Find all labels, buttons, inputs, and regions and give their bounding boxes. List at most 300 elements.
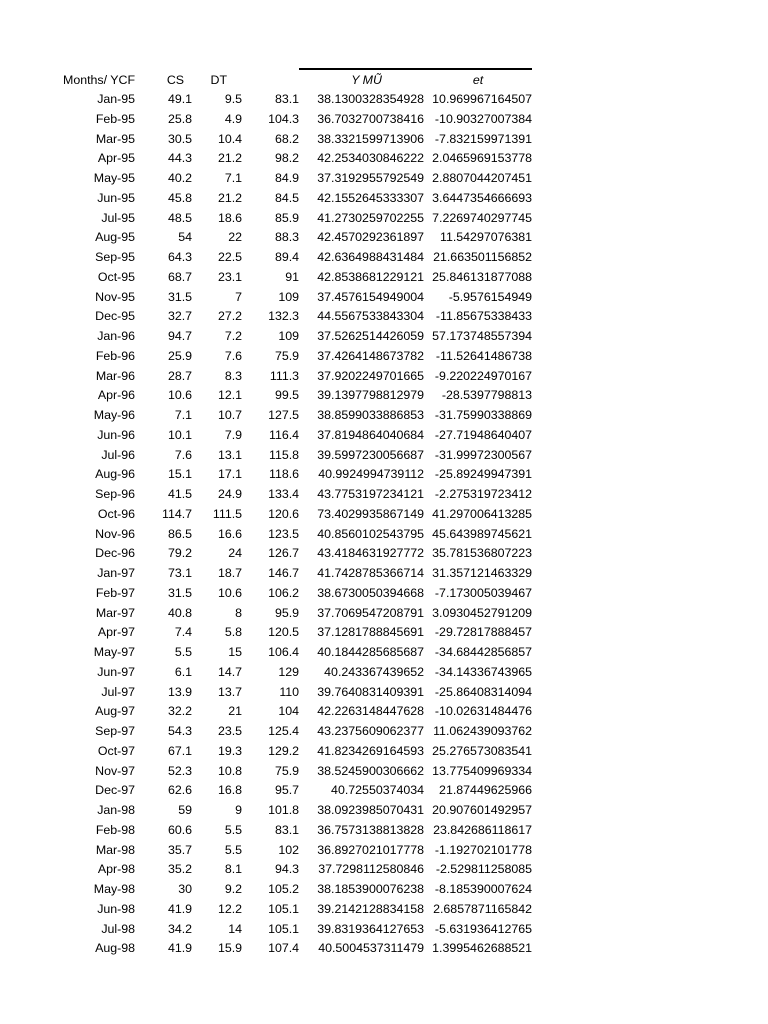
cell-y-hat: 37.1281788845691: [317, 625, 425, 640]
cell-et: -7.173005039467: [434, 585, 533, 600]
cell-et: 2.0465969153778: [432, 151, 533, 166]
cell-month: May-95: [93, 171, 136, 185]
table-row: [52, 209, 532, 229]
cell-y-hat: 40.1844285685687: [317, 645, 425, 659]
cell-month: Mar-97: [95, 605, 136, 620]
cell-cs: 34.2: [167, 921, 193, 936]
cell-y-hat: 42.8538681229121: [317, 269, 425, 284]
cell-dt: 7.1: [224, 171, 243, 185]
cell-dt: 13.7: [217, 684, 243, 699]
table-row: [52, 426, 532, 446]
cell-cs: 5.5: [174, 645, 193, 659]
cell-month: Mar-95: [95, 131, 136, 146]
cell-dt: 7.9: [224, 427, 243, 442]
cell-ycf: 106.2: [268, 585, 300, 600]
cell-month: Jan-98: [97, 803, 136, 817]
cell-month: Nov-95: [95, 289, 136, 304]
cell-et: -25.86408314094: [434, 684, 533, 699]
table-row: [52, 525, 532, 545]
cell-month: Jul-96: [101, 447, 136, 462]
cell-dt: 15.9: [217, 941, 243, 956]
cell-dt: 16.8: [217, 783, 243, 798]
table-row: [52, 643, 532, 663]
cell-ycf: 68.2: [274, 131, 300, 146]
cell-y-hat: 41.2730259702255: [317, 210, 425, 225]
cell-cs: 73.1: [167, 566, 193, 580]
table-row: [52, 268, 532, 288]
cell-y-hat: 36.7032700738416: [317, 111, 425, 126]
cell-month: Sep-96: [95, 487, 136, 501]
cell-cs: 54.3: [167, 724, 193, 738]
table-row: [52, 189, 532, 209]
cell-et: -7.832159971391: [434, 131, 533, 146]
cell-dt: 8.3: [224, 368, 243, 383]
table-row: [52, 307, 532, 327]
cell-y-hat: 40.243367439652: [324, 664, 425, 679]
cell-cs: 30: [178, 882, 193, 896]
cell-ycf: 75.9: [274, 348, 300, 363]
cell-ycf: 99.5: [274, 388, 300, 403]
cell-ycf: 83.1: [274, 92, 300, 106]
data-table: [52, 68, 532, 959]
cell-et: 3.0930452791209: [432, 605, 533, 620]
table-row: [52, 465, 532, 485]
cell-cs: 25.8: [167, 111, 193, 126]
cell-et: 2.6857871165842: [433, 901, 533, 916]
cell-y-hat: 38.8599033886853: [317, 408, 425, 422]
cell-cs: 86.5: [167, 526, 193, 541]
cell-dt: 4.9: [224, 111, 243, 126]
cell-dt: 21.2: [217, 190, 243, 205]
table-row: [52, 742, 532, 762]
table-row: [52, 505, 532, 525]
header-blank: [242, 69, 299, 90]
cell-et: -10.02631484476: [434, 704, 533, 719]
cell-ycf: 126.7: [268, 546, 300, 561]
cell-dt: 18.7: [217, 566, 243, 580]
cell-ycf: 94.3: [274, 862, 300, 877]
cell-y-hat: 39.1397798812979: [317, 388, 425, 403]
cell-dt: 22: [228, 230, 243, 245]
cell-cs: 44.3: [167, 151, 193, 166]
cell-et: 1.3995462688521: [432, 941, 533, 956]
cell-month: Aug-98: [95, 941, 136, 956]
cell-dt: 10.4: [217, 131, 243, 146]
cell-month: Dec-97: [95, 783, 136, 798]
cell-month: Oct-96: [97, 506, 136, 521]
cell-et: 57.173748557394: [432, 329, 533, 343]
cell-dt: 19.3: [217, 743, 243, 758]
cell-ycf: 118.6: [268, 467, 300, 482]
table-row: [52, 386, 532, 406]
header-cs: CS: [166, 72, 185, 87]
cell-ycf: 133.4: [268, 487, 300, 501]
table-row: [52, 149, 532, 169]
cell-y-hat: 37.8194864040684: [317, 427, 425, 442]
cell-dt: 13.1: [217, 447, 243, 462]
cell-month: Oct-97: [97, 743, 136, 758]
cell-dt: 12.1: [217, 388, 243, 403]
table-row: [52, 663, 532, 683]
cell-ycf: 146.7: [268, 566, 300, 580]
cell-month: Jan-95: [97, 92, 136, 106]
cell-et: -11.85675338433: [435, 309, 533, 324]
cell-y-hat: 43.4184631927772: [317, 546, 425, 561]
cell-dt: 7.2: [224, 329, 243, 343]
cell-month: Apr-97: [97, 625, 136, 640]
cell-et: 25.846131877088: [432, 269, 533, 284]
cell-y-hat: 42.2534030846222: [317, 151, 425, 166]
cell-cs: 35.7: [167, 842, 193, 857]
cell-dt: 9.5: [224, 92, 243, 106]
cell-month: Jun-95: [97, 190, 136, 205]
cell-dt: 14: [228, 921, 243, 936]
cell-y-hat: 38.1853900076238: [317, 882, 425, 896]
cell-et: 21.87449625966: [439, 783, 533, 798]
cell-et: 11.062439093762: [433, 724, 533, 738]
cell-ycf: 98.2: [274, 151, 300, 166]
cell-dt: 5.8: [224, 625, 243, 640]
header-row: [52, 69, 532, 90]
cell-ycf: 106.4: [268, 645, 300, 659]
cell-et: 2.8807044207451: [432, 171, 533, 185]
cell-dt: 27.2: [217, 309, 243, 324]
cell-et: 20.907601492957: [432, 803, 533, 817]
cell-dt: 111.5: [212, 506, 243, 521]
cell-ycf: 127.5: [268, 408, 300, 422]
cell-dt: 7: [235, 289, 243, 304]
cell-et: 3.6447354666693: [432, 190, 533, 205]
table-row: [52, 860, 532, 880]
cell-cs: 79.2: [167, 546, 193, 561]
header-y-hat: Y MŨ: [299, 69, 424, 90]
cell-ycf: 111.3: [269, 368, 300, 383]
table-row: [52, 880, 532, 900]
cell-y-hat: 38.5245900306662: [317, 763, 425, 778]
header-dt: DT: [210, 72, 228, 87]
cell-ycf: 125.4: [268, 724, 300, 738]
cell-ycf: 85.9: [274, 210, 300, 225]
cell-y-hat: 37.9202249701665: [317, 368, 425, 383]
cell-cs: 67.1: [167, 743, 193, 758]
cell-et: -28.5397798813: [441, 388, 533, 403]
cell-dt: 22.5: [217, 250, 243, 264]
cell-cs: 7.6: [174, 447, 193, 462]
cell-dt: 8.1: [224, 862, 243, 877]
cell-dt: 5.5: [224, 822, 243, 837]
cell-ycf: 104: [278, 704, 300, 719]
cell-et: -5.9576154949: [448, 289, 533, 304]
cell-ycf: 123.5: [268, 526, 300, 541]
cell-et: -34.68442856857: [434, 645, 533, 659]
cell-y-hat: 40.5004537311479: [318, 941, 425, 956]
cell-et: -9.220224970167: [434, 368, 533, 383]
cell-cs: 32.2: [167, 704, 193, 719]
cell-et: 11.54297076381: [439, 230, 533, 245]
cell-et: 41.297006413285: [432, 506, 533, 521]
cell-y-hat: 37.4576154949004: [317, 289, 425, 304]
table-row: [52, 485, 532, 505]
cell-ycf: 105.1: [268, 921, 300, 936]
header-months: Months/ YCF: [63, 72, 136, 87]
cell-y-hat: 42.2263148447628: [317, 704, 425, 719]
cell-y-hat: 36.8927021017778: [317, 842, 425, 857]
table-row: [52, 841, 532, 861]
table-row: [52, 762, 532, 782]
table-row: [52, 801, 532, 821]
cell-dt: 16.6: [217, 526, 243, 541]
cell-cs: 30.5: [167, 131, 193, 146]
cell-month: Jan-97: [97, 566, 136, 580]
cell-cs: 6.1: [174, 664, 193, 679]
cell-et: -10.90327007384: [434, 111, 533, 126]
cell-dt: 10.8: [217, 763, 243, 778]
cell-ycf: 129.2: [268, 743, 300, 758]
cell-dt: 10.6: [217, 585, 243, 600]
table-row: [52, 821, 532, 841]
cell-month: May-97: [93, 645, 136, 659]
cell-y-hat: 37.4264148673782: [317, 348, 425, 363]
cell-et: -27.71948640407: [434, 427, 533, 442]
table-row: [52, 623, 532, 643]
cell-month: Jan-96: [97, 329, 136, 343]
cell-y-hat: 39.5997230056687: [317, 447, 425, 462]
cell-month: Feb-98: [95, 822, 136, 837]
cell-y-hat: 38.0923985070431: [317, 803, 425, 817]
cell-ycf: 132.3: [268, 309, 300, 324]
cell-et: 10.969967164507: [432, 92, 533, 106]
table-row: [52, 722, 532, 742]
table-row: [52, 228, 532, 248]
cell-dt: 23.5: [217, 724, 243, 738]
cell-et: 21.663501156852: [433, 250, 533, 264]
cell-month: Jul-98: [101, 921, 136, 936]
cell-dt: 10.7: [217, 408, 243, 422]
cell-ycf: 101.8: [268, 803, 300, 817]
cell-et: 45.643989745621: [432, 526, 533, 541]
cell-y-hat: 37.7298112580846: [318, 862, 425, 877]
cell-dt: 9: [235, 803, 243, 817]
cell-dt: 14.7: [217, 664, 243, 679]
cell-ycf: 84.9: [274, 171, 300, 185]
cell-et: -31.99972300567: [434, 447, 533, 462]
cell-y-hat: 40.72550374034: [331, 783, 425, 798]
cell-cs: 40.8: [167, 605, 193, 620]
table-row: [52, 702, 532, 722]
cell-dt: 15: [228, 645, 243, 659]
table-row: [52, 683, 532, 703]
cell-cs: 7.1: [174, 408, 193, 422]
cell-dt: 17.1: [217, 467, 243, 482]
header-et: et: [424, 69, 532, 90]
cell-cs: 31.5: [167, 289, 193, 304]
cell-cs: 114.7: [161, 506, 193, 521]
cell-cs: 31.5: [167, 585, 193, 600]
table-row: [52, 584, 532, 604]
cell-month: Dec-95: [95, 309, 136, 324]
table-row: [52, 288, 532, 308]
cell-dt: 12.2: [217, 901, 243, 916]
cell-y-hat: 38.1300328354928: [317, 92, 425, 106]
cell-month: Feb-97: [95, 585, 136, 600]
cell-ycf: 102: [278, 842, 300, 857]
table-row: [52, 110, 532, 130]
cell-et: 7.2269740297745: [432, 210, 533, 225]
cell-y-hat: 41.7428785366714: [317, 566, 425, 580]
cell-et: -8.185390007624: [434, 882, 533, 896]
cell-y-hat: 43.2375609062377: [317, 724, 425, 738]
cell-y-hat: 39.7640831409391: [317, 684, 425, 699]
cell-y-hat: 42.6364988431484: [317, 250, 425, 264]
table-row: [52, 920, 532, 940]
cell-y-hat: 39.2142128834158: [317, 901, 425, 916]
cell-ycf: 75.9: [274, 763, 300, 778]
cell-ycf: 129: [278, 664, 300, 679]
cell-et: 25.276573083541: [432, 743, 533, 758]
cell-y-hat: 40.9924994739112: [318, 467, 425, 482]
table-row: [52, 939, 532, 959]
table-row: [52, 367, 532, 387]
cell-month: Aug-97: [95, 704, 136, 719]
table-row: [52, 248, 532, 268]
cell-et: -34.14336743965: [434, 664, 533, 679]
cell-month: Feb-96: [95, 348, 136, 363]
cell-y-hat: 40.8560102543795: [317, 526, 425, 541]
cell-cs: 40.2: [167, 171, 193, 185]
cell-cs: 15.1: [167, 467, 193, 482]
cell-dt: 23.1: [217, 269, 243, 284]
cell-month: Apr-95: [97, 151, 136, 166]
cell-y-hat: 37.5262514426059: [317, 329, 425, 343]
cell-y-hat: 44.5567533843304: [317, 309, 425, 324]
cell-y-hat: 42.1552645333307: [317, 190, 425, 205]
cell-y-hat: 37.7069547208791: [317, 605, 425, 620]
cell-month: Dec-96: [95, 546, 136, 561]
cell-y-hat: 73.4029935867149: [317, 506, 425, 521]
cell-et: 31.357121463329: [432, 566, 533, 580]
cell-ycf: 120.6: [268, 506, 300, 521]
cell-dt: 21.2: [217, 151, 243, 166]
cell-month: Apr-96: [97, 388, 136, 403]
cell-month: Nov-96: [95, 526, 136, 541]
cell-cs: 10.6: [167, 388, 193, 403]
cell-y-hat: 41.8234269164593: [317, 743, 425, 758]
cell-ycf: 95.9: [274, 605, 300, 620]
cell-et: 35.781536807223: [432, 546, 533, 561]
table-row: [52, 90, 532, 110]
cell-month: Jun-97: [97, 664, 136, 679]
cell-ycf: 116.4: [268, 427, 300, 442]
cell-ycf: 104.3: [268, 111, 300, 126]
cell-cs: 35.2: [167, 862, 193, 877]
cell-month: Nov-97: [95, 763, 136, 778]
cell-cs: 25.9: [167, 348, 193, 363]
cell-month: Jun-96: [97, 427, 136, 442]
table-row: [52, 781, 532, 801]
cell-month: Jul-97: [101, 684, 136, 699]
table-row: [52, 347, 532, 367]
cell-cs: 48.5: [167, 210, 193, 225]
cell-cs: 52.3: [167, 763, 193, 778]
cell-cs: 60.6: [167, 822, 193, 837]
cell-month: May-96: [93, 408, 136, 422]
cell-dt: 24.9: [217, 487, 243, 501]
cell-y-hat: 36.7573138813828: [317, 822, 425, 837]
cell-month: Feb-95: [95, 111, 136, 126]
cell-dt: 21: [228, 704, 243, 719]
cell-cs: 28.7: [167, 368, 193, 383]
cell-et: -25.89249947391: [434, 467, 533, 482]
cell-ycf: 105.2: [268, 882, 300, 896]
cell-month: Aug-95: [95, 230, 136, 245]
cell-month: Aug-96: [95, 467, 136, 482]
cell-ycf: 95.7: [274, 783, 300, 798]
cell-cs: 64.3: [167, 250, 193, 264]
cell-y-hat: 39.8319364127653: [317, 921, 425, 936]
cell-month: Mar-98: [95, 842, 136, 857]
cell-cs: 59: [178, 803, 193, 817]
cell-month: Jul-95: [101, 210, 136, 225]
cell-y-hat: 37.3192955792549: [317, 171, 425, 185]
cell-dt: 8: [235, 605, 243, 620]
cell-et: -11.52641486738: [435, 348, 533, 363]
cell-cs: 41.5: [167, 487, 193, 501]
cell-y-hat: 38.3321599713906: [317, 131, 425, 146]
table-row: [52, 406, 532, 426]
cell-month: Jun-98: [97, 901, 136, 916]
cell-dt: 7.6: [224, 348, 243, 363]
cell-cs: 13.9: [167, 684, 193, 699]
cell-et: 23.842686118617: [433, 822, 533, 837]
table-row: [52, 446, 532, 466]
cell-cs: 94.7: [167, 329, 193, 343]
cell-cs: 54: [178, 230, 193, 245]
cell-ycf: 88.3: [274, 230, 300, 245]
cell-cs: 41.9: [167, 941, 193, 956]
table-row: [52, 604, 532, 624]
table-row: [52, 544, 532, 564]
cell-dt: 5.5: [224, 842, 243, 857]
cell-et: -31.75990338869: [434, 408, 533, 422]
cell-dt: 24: [228, 546, 243, 561]
cell-dt: 9.2: [224, 882, 243, 896]
cell-ycf: 109: [278, 329, 300, 343]
cell-cs: 32.7: [167, 309, 193, 324]
cell-y-hat: 38.6730050394668: [317, 585, 425, 600]
table-body: [52, 90, 532, 959]
cell-cs: 68.7: [167, 269, 193, 284]
cell-dt: 18.6: [217, 210, 243, 225]
cell-ycf: 115.8: [268, 447, 300, 462]
cell-ycf: 107.4: [268, 941, 300, 956]
cell-month: Sep-97: [95, 724, 136, 738]
cell-et: -29.72817888457: [434, 625, 533, 640]
table-row: [52, 327, 532, 347]
table-row: [52, 130, 532, 150]
cell-et: -5.631936412765: [434, 921, 533, 936]
table-row: [52, 169, 532, 189]
cell-ycf: 109: [278, 289, 300, 304]
table-row: [52, 564, 532, 584]
cell-month: Mar-96: [95, 368, 136, 383]
cell-et: -2.529811258085: [435, 862, 533, 877]
cell-month: Oct-95: [97, 269, 136, 284]
table-row: [52, 900, 532, 920]
cell-cs: 41.9: [167, 901, 193, 916]
cell-ycf: 105.1: [268, 901, 300, 916]
cell-ycf: 83.1: [274, 822, 300, 837]
cell-month: May-98: [93, 882, 136, 896]
